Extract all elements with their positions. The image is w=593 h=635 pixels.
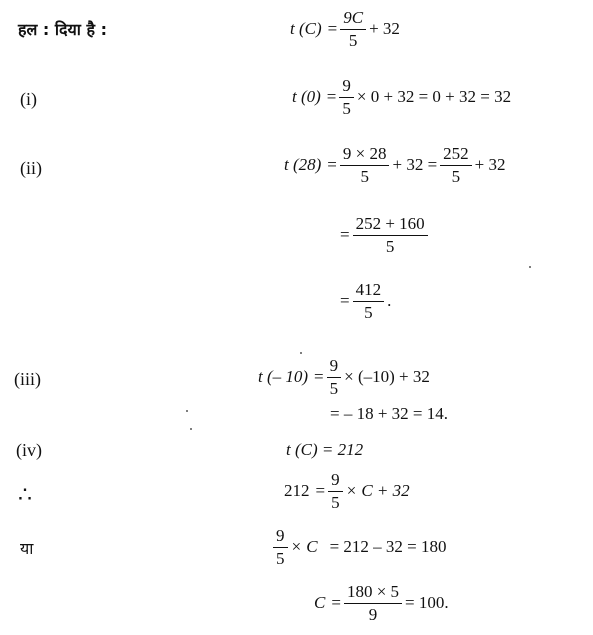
- part-ii-fraction-1: [340, 144, 390, 186]
- part-ii-numerator-1: 9 × 28: [340, 144, 390, 166]
- given-eq: =: [327, 19, 338, 39]
- therefore-fraction: [328, 470, 343, 512]
- given-fraction: [340, 8, 366, 50]
- ya-equation: [270, 526, 447, 568]
- scan-speck: [300, 352, 302, 354]
- final-rest: = 100.: [405, 593, 449, 613]
- part-iii-label: (iii): [14, 369, 41, 389]
- therefore-rest: × C + 32: [345, 481, 410, 501]
- therefore-symbol: ∴: [18, 482, 32, 507]
- part-ii-numerator-3: 252 + 160: [353, 214, 428, 236]
- ya-numerator: 9: [273, 526, 288, 548]
- part-ii-fraction-4: [353, 280, 385, 322]
- part-iii-numerator: 9: [327, 356, 342, 378]
- part-ii-fraction-3: [353, 214, 428, 256]
- part-iv-equation: t (C) = 212: [286, 440, 364, 459]
- part-ii-label: (ii): [20, 158, 42, 178]
- final-lhs: C: [314, 593, 326, 613]
- part-ii-mid: + 32 =: [392, 155, 438, 175]
- part-iii-lhs: t (– 10): [258, 367, 309, 387]
- given-lhs: t (C): [290, 19, 322, 39]
- scan-speck: [529, 266, 531, 268]
- part-i-lhs: t (0): [292, 87, 321, 107]
- ya-label: या: [20, 539, 34, 558]
- part-i-fraction: [339, 76, 354, 118]
- solution-heading: हल : दिया है :: [18, 20, 107, 39]
- therefore-eq: =: [315, 481, 326, 501]
- part-iii-denominator: 5: [329, 378, 339, 398]
- part-i-rest: × 0 + 32 = 0 + 32 = 32: [356, 87, 512, 107]
- part-ii-denominator-4: 5: [364, 302, 373, 322]
- part-iii-equation-1: [258, 356, 430, 398]
- part-ii-equation-1: [284, 144, 506, 186]
- part-ii-eq-2: =: [340, 225, 350, 245]
- ya-rest: × C: [290, 537, 318, 557]
- ya-denominator: 5: [276, 548, 285, 568]
- part-iii-rest: × (–10) + 32: [344, 367, 430, 387]
- part-ii-denominator-1: 5: [360, 166, 369, 186]
- part-ii-numerator-2: 252: [440, 144, 472, 166]
- scan-speck: [186, 410, 188, 412]
- part-iv-label: (iv): [16, 440, 42, 460]
- part-ii-eq: =: [327, 155, 337, 175]
- part-i-label: (i): [20, 89, 37, 109]
- part-ii-rest-3: .: [387, 291, 392, 311]
- therefore-equation: [284, 470, 410, 512]
- part-ii-lhs: t (28): [284, 155, 322, 175]
- part-ii-eq-3: =: [340, 291, 350, 311]
- given-rest: + 32: [369, 19, 400, 39]
- part-iii-eq: =: [314, 367, 324, 387]
- part-i-numerator: 9: [339, 76, 354, 98]
- final-eq: =: [331, 593, 341, 613]
- final-numerator: 180 × 5: [344, 582, 402, 604]
- part-i-equation: [292, 76, 511, 118]
- therefore-numerator: 9: [328, 470, 343, 492]
- given-equation: [290, 8, 400, 50]
- final-fraction: [344, 582, 402, 624]
- ya-rhs: = 212 – 32 = 180: [329, 537, 447, 557]
- part-ii-numerator-4: 412: [353, 280, 385, 302]
- part-ii-rest: + 32: [474, 155, 506, 175]
- part-ii-equation-3: [340, 280, 391, 322]
- part-ii-fraction-2: [440, 144, 472, 186]
- therefore-lhs: 212: [284, 481, 310, 501]
- part-ii-denominator-3: 5: [385, 236, 395, 256]
- given-numerator: 9C: [340, 8, 366, 30]
- part-ii-equation-2: [340, 214, 431, 256]
- part-i-denominator: 5: [342, 98, 351, 118]
- part-iii-fraction: [327, 356, 342, 398]
- scan-speck: [190, 428, 192, 430]
- final-equation: [314, 582, 449, 624]
- part-iii-equation-2: = – 18 + 32 = 14.: [330, 404, 449, 423]
- ya-fraction: [273, 526, 288, 568]
- given-denominator: 5: [348, 30, 358, 50]
- part-i-eq: =: [326, 87, 337, 107]
- final-denominator: 9: [368, 604, 378, 624]
- part-ii-denominator-2: 5: [451, 166, 461, 186]
- therefore-denominator: 5: [331, 492, 340, 512]
